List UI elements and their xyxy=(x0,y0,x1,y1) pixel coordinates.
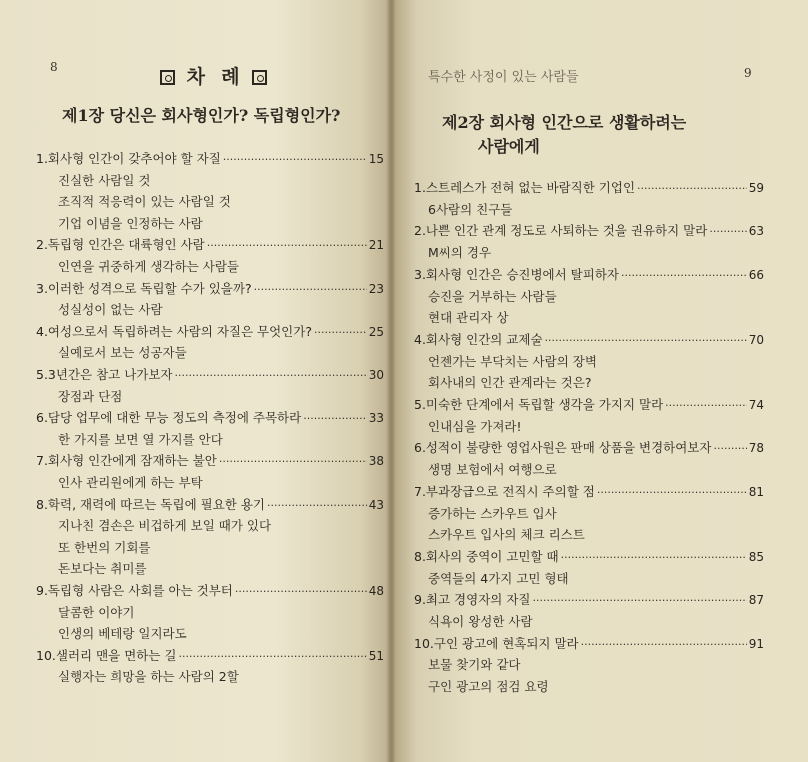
square-ornament-icon xyxy=(252,70,267,85)
toc-entry-title: 9.최고 경영자의 자질 xyxy=(414,592,531,608)
toc-entry-title: 6.담당 업무에 대한 무능 정도의 측정에 주목하라 xyxy=(36,410,302,426)
toc-entry-page: 21 xyxy=(368,238,384,253)
toc-subentry: 생명 보험에서 여행으로 xyxy=(428,462,557,478)
toc-entry-page: 38 xyxy=(368,454,384,469)
toc-entry-page: 63 xyxy=(748,224,764,239)
chapter-1-title: 제1장 당신은 회사형인가? 독립형인가? xyxy=(62,106,341,125)
toc-entry xyxy=(414,221,764,241)
toc-entry-page: 59 xyxy=(748,181,764,195)
toc-entry-title: 8.회사의 중역이 고민할 때 xyxy=(414,548,559,564)
leader-dots xyxy=(665,395,747,416)
toc-entry-title: 10.구인 광고에 현혹되지 말라 xyxy=(414,635,579,651)
toc-entry xyxy=(414,590,764,610)
toc-entry-title: 5.미숙한 단계에서 독립할 생각을 가지지 말라 xyxy=(414,397,664,412)
toc-entry-title: 9.독립형 사람은 사회를 아는 것부터 xyxy=(36,583,233,598)
toc-entry xyxy=(414,547,764,567)
toc-subentry: 인사 관리원에게 하는 부탁 xyxy=(58,475,203,490)
toc-entry xyxy=(414,330,764,350)
toc-subentry: 지나친 겸손은 비겁하게 보일 때가 있다 xyxy=(58,518,272,534)
toc-entry xyxy=(414,438,764,458)
toc-subentry: 성실성이 없는 사람 xyxy=(58,302,163,318)
toc-title xyxy=(160,62,267,89)
toc-entry xyxy=(36,646,384,666)
toc-entry-title: 2.나쁜 인간 관계 정도로 사퇴하는 것을 권유하지 말라 xyxy=(414,223,708,239)
toc-entry-title: 10.샐러리 맨을 면하는 길 xyxy=(36,647,177,663)
leader-dots xyxy=(597,482,747,503)
toc-entry xyxy=(36,365,384,385)
leader-dots xyxy=(713,438,746,459)
toc-entry-page: 33 xyxy=(368,411,384,426)
toc-entry-page: 70 xyxy=(748,332,764,347)
toc-entry xyxy=(36,495,384,515)
toc-entry xyxy=(36,451,384,471)
toc-entry xyxy=(36,149,384,169)
leader-dots xyxy=(178,646,366,667)
toc-entry xyxy=(36,322,384,342)
toc-entry xyxy=(414,482,764,502)
toc-entry xyxy=(36,408,384,428)
toc-entry-page: 78 xyxy=(748,441,764,456)
toc-subentry: 승진을 거부하는 사람들 xyxy=(428,288,557,304)
toc-entry-title: 2.독립형 인간은 대륙형인 사람 xyxy=(36,237,205,253)
toc-entry-title: 4.회사형 인간의 교제술 xyxy=(414,331,543,347)
leader-dots xyxy=(314,322,367,343)
leader-dots xyxy=(219,451,367,472)
toc-entry-page: 15 xyxy=(368,152,384,166)
toc-entry xyxy=(414,634,764,654)
toc-entry-page: 74 xyxy=(748,398,764,412)
toc-subentry: 진실한 사람일 것 xyxy=(58,172,151,188)
page-number-left: 8 xyxy=(50,60,58,74)
right-page xyxy=(392,0,808,762)
leader-dots xyxy=(581,634,747,655)
leader-dots xyxy=(267,495,367,516)
running-header: 특수한 사정이 있는 사람들 xyxy=(428,70,579,85)
leader-dots xyxy=(254,279,367,300)
toc-subentry: 인생의 베테랑 일지라도 xyxy=(58,626,187,642)
toc-entry-page: 87 xyxy=(748,593,764,608)
toc-subentry: 한 가지를 보면 열 가지를 안다 xyxy=(58,431,223,447)
toc-entry-title: 3.회사형 인간은 승진병에서 탈피하자 xyxy=(414,266,619,282)
book-gutter xyxy=(386,0,396,762)
chapter-2-title-line1: 제2장 회사형 인간으로 생활하려는 xyxy=(442,113,687,132)
leader-dots xyxy=(303,408,367,429)
toc-entry xyxy=(414,265,764,285)
toc-subentry: 인내심을 가져라! xyxy=(428,418,522,434)
toc-entry-page: 81 xyxy=(748,484,764,499)
toc-subentry: 실행자는 희망을 하는 사람의 2할 xyxy=(58,669,239,685)
toc-entry-title: 7.회사형 인간에게 잠재하는 불안 xyxy=(36,453,217,469)
toc-subentry: 조직적 적응력이 있는 사람일 것 xyxy=(58,194,231,210)
leader-dots xyxy=(709,221,746,242)
toc-subentry: 인연을 귀중하게 생각하는 사람들 xyxy=(58,259,239,274)
toc-entry-page: 25 xyxy=(368,324,384,339)
toc-subentry: M씨의 경우 xyxy=(428,245,492,261)
toc-subentry: 회사내의 인간 관계라는 것은? xyxy=(428,375,592,391)
toc-entry xyxy=(36,581,384,601)
square-ornament-icon xyxy=(160,70,175,85)
toc-subentry: 중역들의 4가지 고민 형태 xyxy=(428,570,569,586)
leader-dots xyxy=(223,149,367,170)
toc-entry xyxy=(414,395,764,415)
toc-entry-title: 1.회사형 인간이 갖추어야 할 자질 xyxy=(36,151,221,166)
toc-entry xyxy=(36,235,384,255)
toc-entry-title: 6.성적이 불량한 영업사원은 판매 상품을 변경하여보자 xyxy=(414,440,712,456)
leader-dots xyxy=(621,265,747,286)
toc-subentry: 언젠가는 부닥치는 사람의 장벽 xyxy=(428,353,597,369)
leader-dots xyxy=(532,590,746,611)
toc-entry-title: 1.스트레스가 전혀 없는 바람직한 기업인 xyxy=(414,180,636,195)
left-page xyxy=(0,0,392,762)
toc-entry-page: 30 xyxy=(368,368,384,382)
leader-dots xyxy=(235,581,367,602)
toc-entry-page: 66 xyxy=(748,267,764,282)
toc-subentry: 보물 찾기와 같다 xyxy=(428,657,521,673)
toc-subentry: 구인 광고의 점검 요령 xyxy=(428,679,549,695)
toc-entry-page: 85 xyxy=(748,549,764,564)
toc-subentry: 스카우트 입사의 체크 리스트 xyxy=(428,527,585,543)
toc-subentry: 실예로서 보는 성공자들 xyxy=(58,345,187,361)
toc-subentry: 기업 이념을 인정하는 사람 xyxy=(58,215,203,231)
leader-dots xyxy=(545,330,747,351)
toc-subentry: 장점과 단점 xyxy=(58,388,123,404)
toc-entry-title: 5.3년간은 참고 나가보자 xyxy=(36,367,173,382)
toc-subentry: 식욕이 왕성한 사람 xyxy=(428,614,533,629)
toc-title-text: 차 례 xyxy=(186,66,241,88)
toc-entry-title: 4.여성으로서 독립하려는 사람의 자질은 무엇인가? xyxy=(36,323,312,339)
chapter-2-title-line2: 사람에게 xyxy=(478,137,540,156)
toc-entry xyxy=(414,178,764,198)
toc-entry-page: 43 xyxy=(368,497,384,512)
leader-dots xyxy=(561,547,747,568)
toc-entry-title: 7.부과장급으로 전직시 주의할 점 xyxy=(414,483,595,499)
toc-entry xyxy=(36,279,384,299)
leader-dots xyxy=(207,235,367,256)
toc-entry-page: 48 xyxy=(368,584,384,598)
page-number-right: 9 xyxy=(744,66,752,80)
toc-subentry: 돈보다는 취미를 xyxy=(58,561,147,577)
toc-entry-page: 23 xyxy=(368,281,384,296)
toc-entry-page: 51 xyxy=(368,648,384,663)
toc-subentry: 현대 관리자 상 xyxy=(428,310,509,326)
toc-entry-page: 91 xyxy=(748,636,764,651)
toc-entry-title: 3.이러한 성격으로 독립할 수가 있을까? xyxy=(36,280,252,296)
toc-entry-title: 8.학력, 재력에 따르는 독립에 필요한 용기 xyxy=(36,496,265,512)
toc-subentry: 6사람의 친구들 xyxy=(428,201,513,217)
toc-subentry: 달콤한 이야기 xyxy=(58,604,135,620)
toc-subentry: 증가하는 스카우트 입사 xyxy=(428,505,557,521)
leader-dots xyxy=(175,365,367,386)
toc-subentry: 또 한번의 기회를 xyxy=(58,539,151,555)
leader-dots xyxy=(637,178,747,199)
